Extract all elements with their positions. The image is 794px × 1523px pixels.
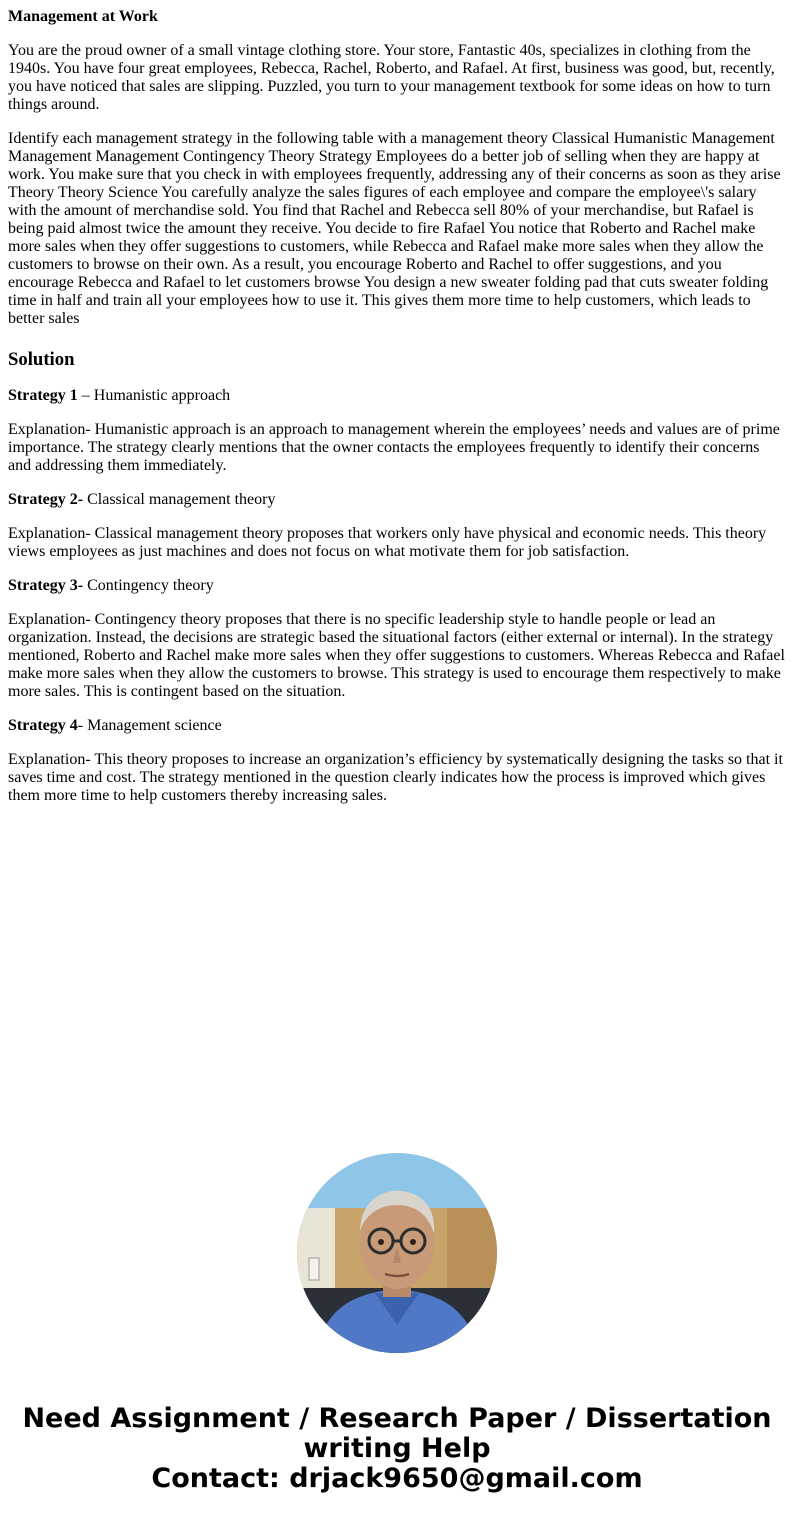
promo-line-2: writing Help [303,1433,491,1464]
author-portrait-image [297,1153,497,1353]
promo-banner [0,1404,794,1494]
solution-heading: Solution [8,349,75,370]
strategy-4-answer: Management science [87,717,222,734]
promo-contact-line: Contact: drjack9650@gmail.com [151,1463,643,1494]
strategy-2-explanation: Explanation- Classical management theory proposes that workers only have physical and economic needs. This theory views employees as just machines and does not focus on what motivate them for job satisfaction. [8,525,767,560]
strategy-4-line [8,717,786,735]
document-title: Management at Work [8,8,158,25]
strategy-1-line [8,387,786,405]
strategy-1-label: Strategy 1 [8,387,78,404]
strategy-3-label: Strategy 3- [8,577,84,594]
intro-paragraph: You are the proud owner of a small vintage clothing store. Your store, Fantastic 40s, specializes in clothing from the 1940s. You have four great employees, Rebecca, Rachel, Roberto, and Rafael. At first, business was good, but, recently, you have noticed that sales are slipping. Puzzled, you turn to your management textbook for some ideas on how to turn things around. [8,42,775,113]
strategy-3-explanation: Explanation- Contingency theory proposes that there is no specific leadership style to handle people or lead an organization. Instead, the decisions are strategic based the situational factors (either external or internal). In the strategy mentioned, Roberto and Rachel make more sales when they offer suggestions to customers. Whereas Rebecca and Rafael make more sales when they allow the customers to browse. This strategy is used to encourage them respectively to make more sales. This is contingent based on the situation. [8,611,785,700]
strategy-1-separator: – [77,387,94,404]
strategy-2-answer: Classical management theory [87,491,276,508]
document-content [8,8,786,821]
strategy-4-separator: - [77,717,88,734]
strategy-4-label: Strategy 4 [8,717,78,734]
strategy-4-explanation: Explanation- This theory proposes to increase an organization’s efficiency by systematically designing the tasks so that it saves time and cost. The strategy mentioned in the question clearly indicates how the process is improved which gives them more time to help customers thereby increasing sales. [8,751,783,804]
strategy-2-line [8,491,786,509]
strategy-1-explanation: Explanation- Humanistic approach is an approach to management wherein the employees’ needs and values are of prime importance. The strategy clearly mentions that the owner contacts the employees frequently to identify their concerns and addressing them immediately. [8,421,780,474]
strategy-3-answer: Contingency theory [87,577,214,594]
strategy-1-answer: Humanistic approach [93,387,231,404]
strategy-3-line [8,577,786,595]
strategy-2-label: Strategy 2- [8,491,84,508]
promo-line-1: Need Assignment / Research Paper / Dissertation [22,1403,772,1434]
question-paragraph: Identify each management strategy in the following table with a management theory Classical Humanistic Management Management Management Contingency Theory Strategy Employees do a better job of selling when they are happy at work. You make sure that you check in with employees frequently, addressing any of their concerns as soon as they arise Theory Theory Science You carefully analyze the sales figures of each employee and compare the employee\'s salary with the amount of merchandise sold. You find that Rachel and Rebecca sell 80% of your merchandise, but Rafael is being paid almost twice the amount they receive. You decide to fire Rafael You notice that Roberto and Rachel make more sales when they offer suggestions to customers, while Rebecca and Rafael make more sales when they allow the customers to browse on their own. As a result, you encourage Roberto and Rachel to offer suggestions, and you encourage Rebecca and Rafael to let customers browse You design a new sweater folding pad that cuts sweater folding time in half and train all your employees how to use it. This gives them more time to help customers, which leads to better sales [8,130,781,327]
author-avatar [297,1153,497,1353]
